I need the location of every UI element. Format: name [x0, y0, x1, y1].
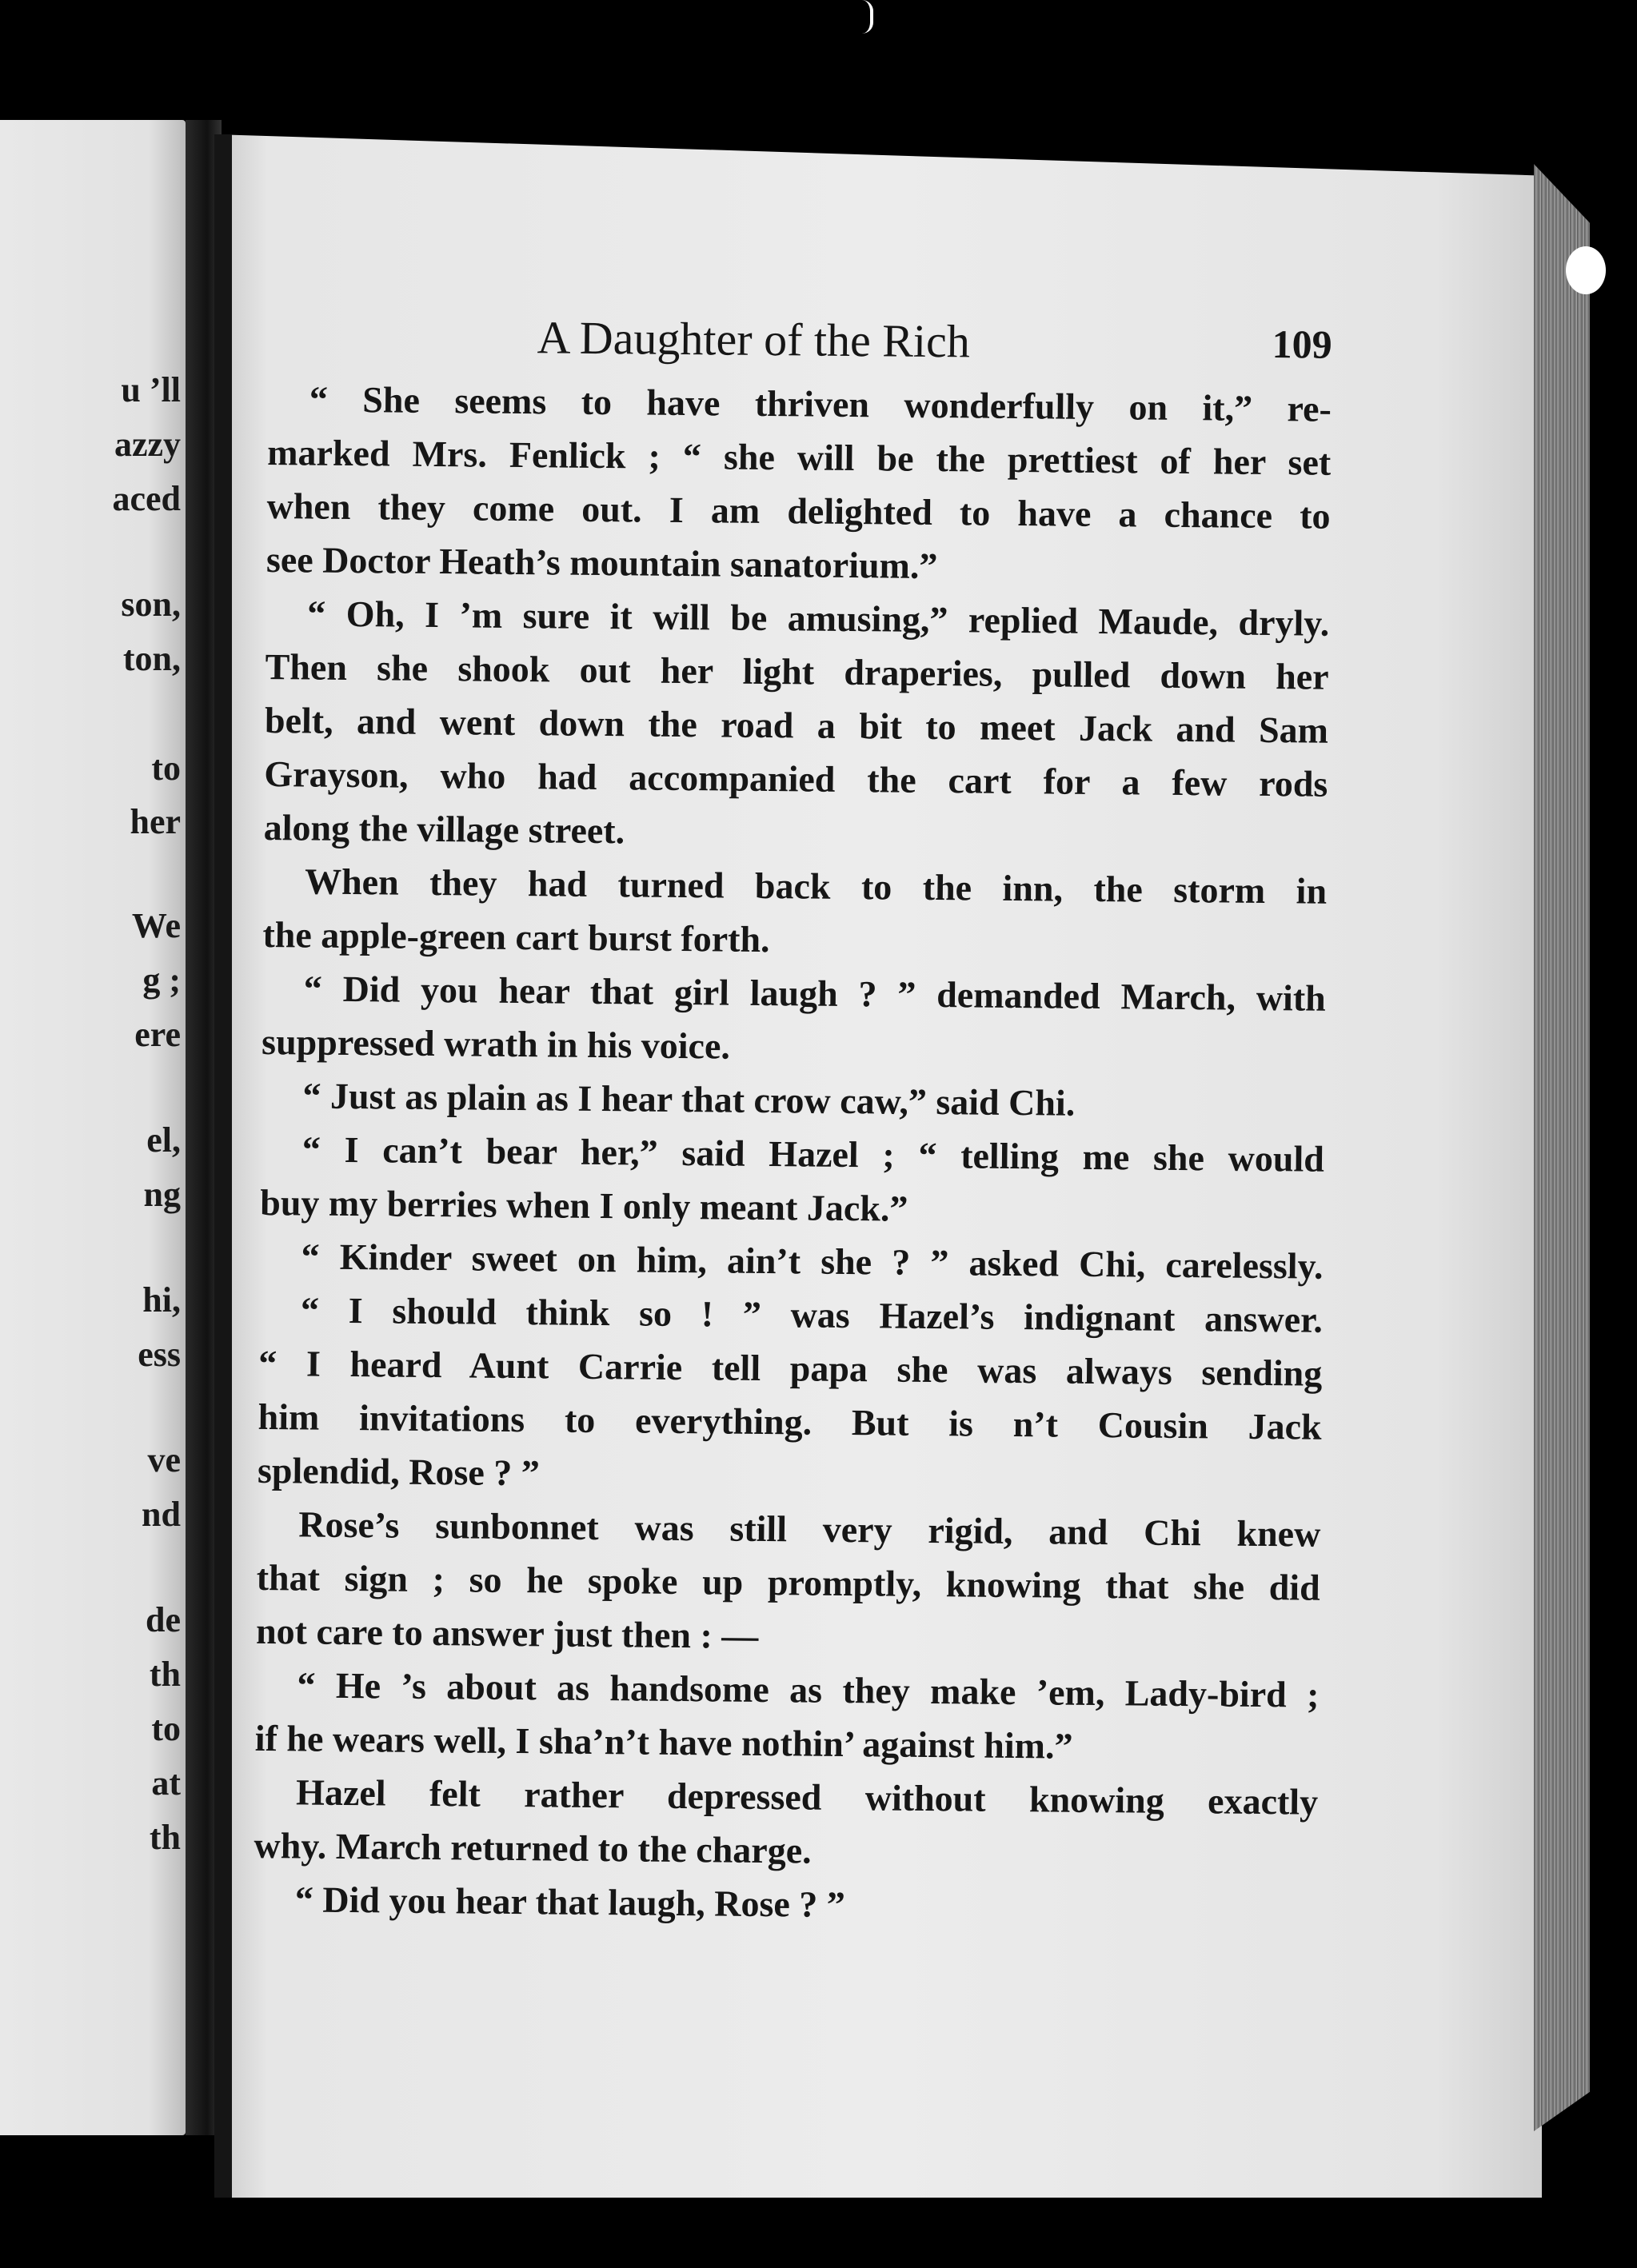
- left-page-text-fragment: u ’ll: [121, 370, 181, 409]
- left-page-text-fragment: aced: [112, 479, 181, 518]
- left-page-text-fragment: We: [131, 906, 181, 945]
- text-line: “ Just as plain as I hear that crow caw,” said Chi.: [302, 1075, 1076, 1124]
- left-page-text-fragment: ton,: [122, 639, 181, 678]
- text-line: when they come out. I am delighted to have a chance to: [266, 485, 1331, 537]
- left-page-text-fragment: to: [151, 749, 181, 788]
- text-line: not care to answer just then : —: [255, 1610, 759, 1656]
- text-line: “ I can’t bear her,” said Hazel ; “ telling me she would: [301, 1128, 1325, 1180]
- body-text: [254, 372, 1332, 1936]
- text-line: “ Kinder sweet on him, ain’t she ? ” asked Chi, carelessly.: [301, 1236, 1324, 1287]
- page-edge-stack: [1534, 164, 1590, 2131]
- text-line: “ I should think so ! ” was Hazel’s indignant answer.: [300, 1289, 1324, 1340]
- text-line: splendid, Rose ? ”: [257, 1449, 541, 1494]
- running-title: A Daughter of the Rich: [537, 311, 971, 368]
- text-line: When they had turned back to the inn, the storm in: [304, 860, 1328, 912]
- left-page-text-fragment: at: [151, 1763, 181, 1803]
- text-line: “ I heard Aunt Carrie tell papa she was always sending: [258, 1342, 1323, 1394]
- text-line: why. March returned to the charge.: [254, 1824, 812, 1871]
- text-line: that sign ; so he spoke up promptly, knowing that she did: [256, 1556, 1320, 1608]
- text-line: Grayson, who had accompanied the cart for a few rods: [264, 753, 1328, 805]
- text-line: “ Oh, I ’m sure it will be amusing,” replied Maude, dryly.: [307, 593, 1330, 644]
- previous-page-fragment: [0, 120, 186, 2135]
- left-page-text-fragment: th: [149, 1655, 181, 1694]
- scan-artifact-mark: [862, 0, 873, 34]
- text-line: Rose’s sunbonnet was still very rigid, and Chi knew: [298, 1503, 1321, 1555]
- text-line: belt, and went down the road a bit to meet Jack and Sam: [264, 699, 1329, 751]
- text-line: buy my berries when I only meant Jack.”: [260, 1181, 908, 1229]
- punch-hole-mark: [1566, 246, 1606, 294]
- text-line: the apple-green cart burst forth.: [262, 913, 770, 960]
- left-page-text-fragment: ng: [143, 1175, 181, 1214]
- text-line: him invitations to everything. But is n’t Cousin Jack: [258, 1396, 1322, 1447]
- page-text-block: [254, 308, 1332, 1936]
- left-page-text-fragment: hi,: [142, 1280, 181, 1320]
- spine-shadow: [214, 134, 232, 2198]
- left-page-text-fragment: her: [130, 802, 181, 841]
- left-page-text-fragment: ess: [138, 1335, 181, 1374]
- text-line: Hazel felt rather depressed without knowing exactly: [295, 1771, 1319, 1823]
- left-page-text-fragment: azzy: [114, 425, 181, 464]
- page-header: [268, 308, 1332, 382]
- text-line: “ He ’s about as handsome as they make ’em, Lady-bird ;: [297, 1664, 1320, 1715]
- text-line: suppressed wrath in his voice.: [261, 1020, 731, 1067]
- text-line: “ Did you hear that girl laugh ? ” demanded March, with: [303, 968, 1327, 1019]
- left-page-text-fragment: g ;: [142, 960, 181, 1000]
- left-page-text-fragment: to: [151, 1709, 181, 1748]
- page-number: 109: [1272, 321, 1332, 367]
- text-line: see Doctor Heath’s mountain sanatorium.”: [266, 538, 938, 587]
- left-page-text-fragment: th: [149, 1818, 181, 1857]
- left-page-text-fragment: ve: [147, 1440, 181, 1479]
- text-line: “ Did you hear that laugh, Rose ? ”: [294, 1879, 846, 1926]
- left-page-text-fragment: nd: [142, 1495, 181, 1534]
- left-page-text-fragment: de: [146, 1600, 181, 1639]
- text-line: Then she shook out her light draperies, pulled down her: [265, 645, 1329, 697]
- text-line: marked Mrs. Fenlick ; “ she will be the prettiest of her set: [267, 431, 1332, 483]
- text-line: if he wears well, I sha’n’t have nothin’ against him.”: [254, 1717, 1073, 1767]
- left-page-text-fragment: ere: [134, 1015, 181, 1054]
- left-page-text-fragment: el,: [146, 1120, 181, 1160]
- left-page-text-fragment: son,: [121, 585, 181, 624]
- text-line: along the village street.: [263, 806, 625, 852]
- text-line: “ She seems to have thriven wonderfully on it,” re-: [309, 378, 1332, 429]
